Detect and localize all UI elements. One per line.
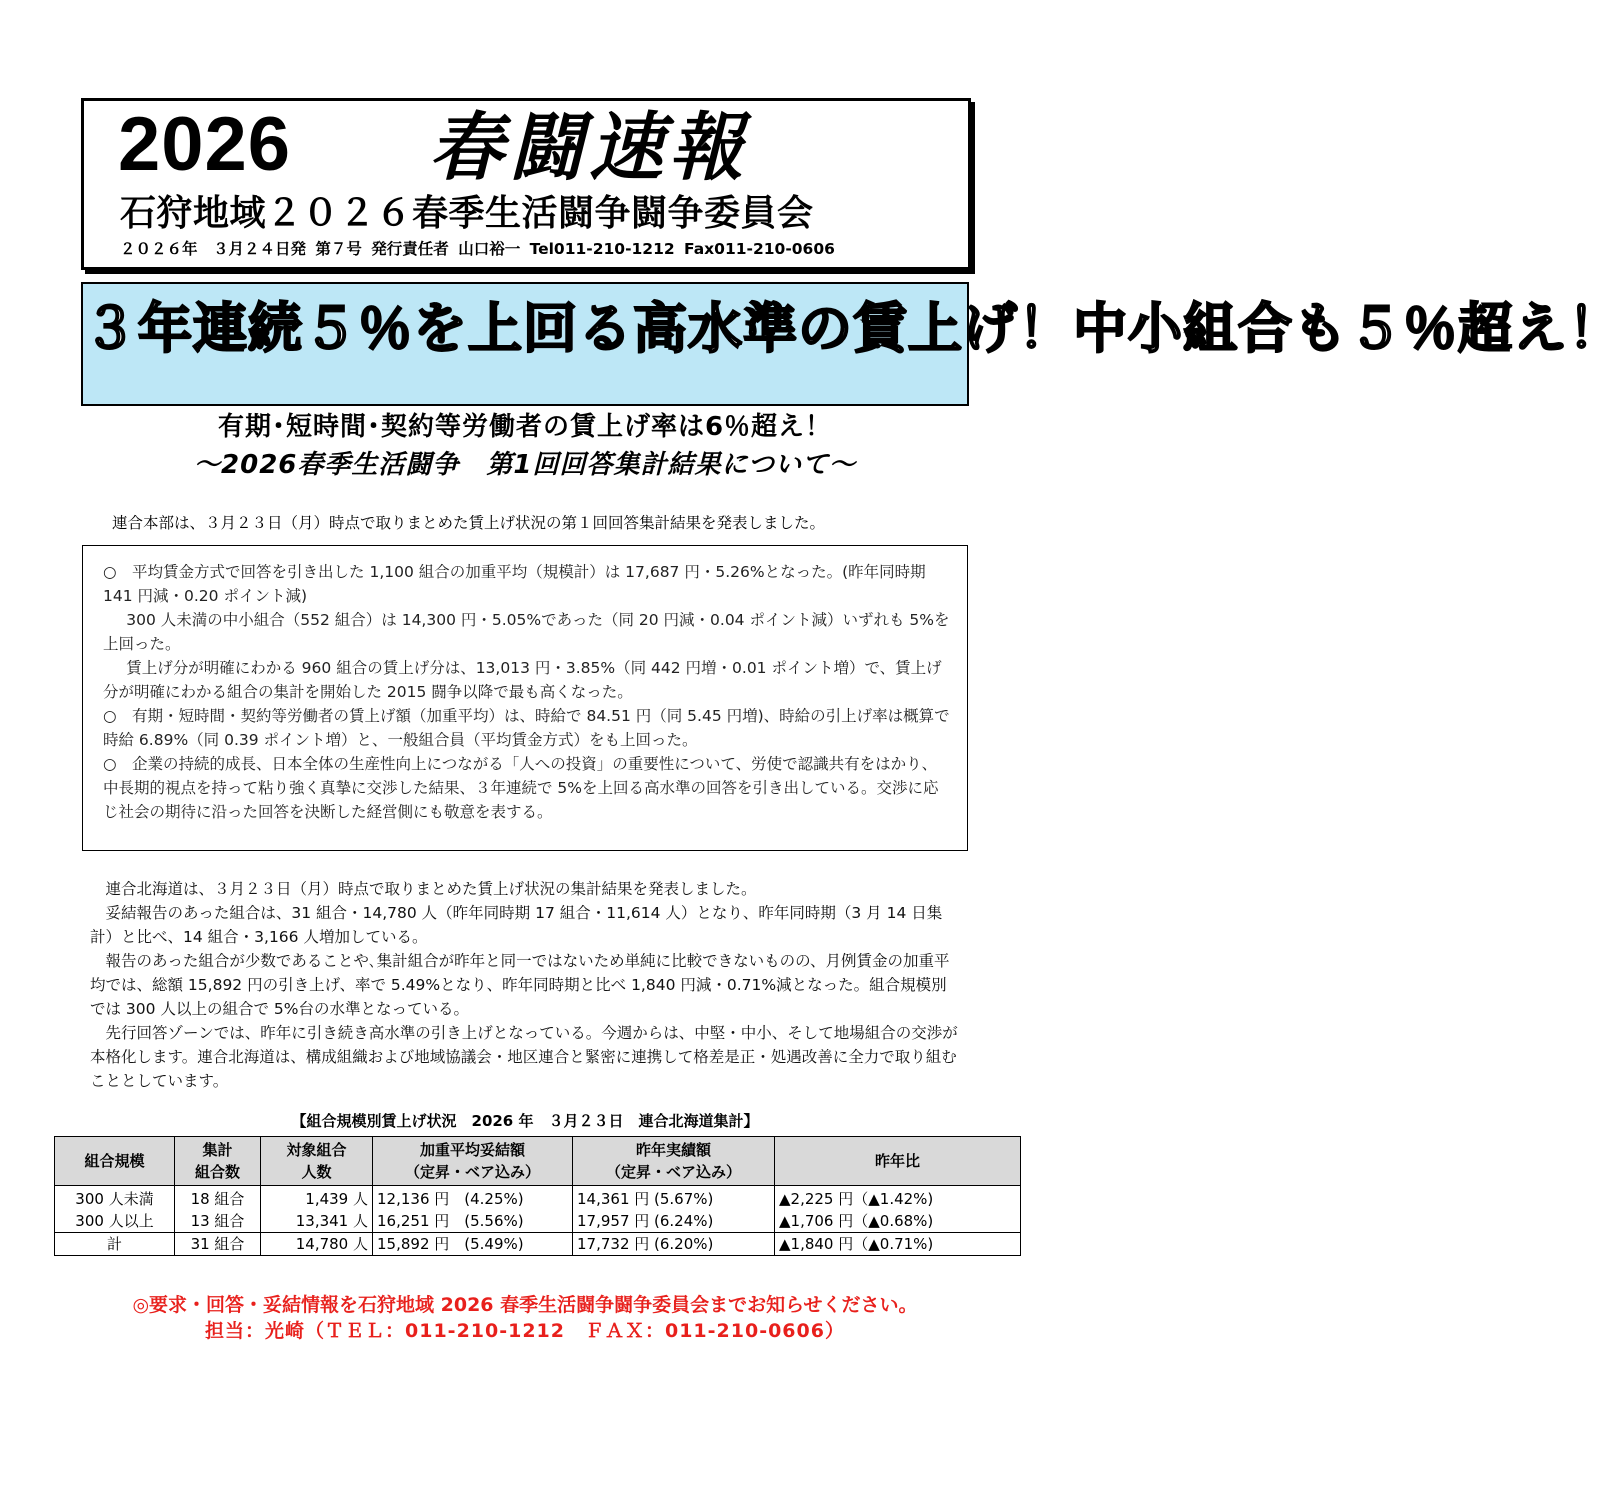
intro-paragraph: 連合本部は、３月２３日（月）時点で取りまとめた賃上げ状況の第１回回答集計結果を発表しました。 [112, 514, 826, 532]
table-row [55, 1186, 1021, 1211]
cell-unions: 13 組合 [175, 1210, 261, 1233]
header-union-count: 集計 組合数 [175, 1137, 261, 1186]
footer-request-notice: ◎要求・回答・妥結情報を石狩地域 2026 春季生活闘争闘争委員会までお知らせください。 [132, 1294, 918, 1316]
summary-item-investment: ○ 企業の持続的成長、日本全体の生産性向上につながる「人への投資」の重要性について、労使で認識共有をはかり、中長期的視点を持って粘り強く真摯に交渉した結果、３年連続で 5%を上回る高水準の回答を引き出している。交渉に応じ社会の期待に沿った回答を決断した経営側にも敬意を表する。 [103, 755, 939, 821]
header-year-on-year: 昨年比 [775, 1137, 1021, 1186]
cell-diff: ▲1,706 円（▲0.68%) [775, 1210, 1021, 1233]
cell-unions: 18 組合 [175, 1186, 261, 1211]
body-paragraph: 妥結報告のあった組合は、31 組合・14,780 人（昨年同時期 17 組合・11,614 人）となり、昨年同時期（3 月 14 日集計）と比べ、14 組合・3,166 人増加している。 [90, 904, 943, 946]
body-paragraph: 連合北海道は、３月２３日（月）時点で取りまとめた賃上げ状況の集計結果を発表しました。 [105, 880, 757, 898]
headline-text: ３年連続５％を上回る高水準の賃上げ！中小組合も５％超え！ [83, 297, 1623, 360]
cell-amount: 16,251 円 (5.56%) [373, 1210, 573, 1233]
table-caption: 【組合規模別賃上げ状況 2026 年 ３月２３日 連合北海道集計】 [291, 1112, 759, 1130]
summary-box [82, 545, 968, 851]
masthead-organization: 石狩地域２０２６春季生活闘争闘争委員会 [120, 193, 814, 234]
cell-last-year: 17,957 円 (6.24%) [573, 1210, 775, 1233]
cell-size: 300 人未満 [55, 1186, 175, 1211]
cell-members: 14,780 人 [261, 1233, 373, 1256]
cell-size: 計 [55, 1233, 175, 1256]
header-member-count: 対象組合 人数 [261, 1137, 373, 1186]
summary-item-average: ○ 平均賃金方式で回答を引き出した 1,100 組合の加重平均（規模計）は 17,687 円・5.26%となった。(昨年同時期 141 円減・0.20 ポイント減) [103, 563, 926, 605]
summary-item-parttime: ○ 有期・短時間・契約等労働者の賃上げ額（加重平均）は、時給で 84.51 円（同 5.45 円増)、時給の引上げ率は概算で時給 6.89%（同 0.39 ポイント増）と、一般組合員（平均賃金方式）をも上回った。 [103, 707, 950, 749]
subtitle-line-1: 有期･短時間･契約等労働者の賃上げ率は6％超え！ [217, 412, 833, 442]
cell-diff: ▲2,225 円（▲1.42%) [775, 1186, 1021, 1211]
body-paragraph: 報告のあった組合が少数であることや､集計組合が昨年と同一ではないため単純に比較できないものの、月例賃金の加重平均では、総額 15,892 円の引き上げ、率で 5.49%となり、昨年同時期と比べ 1,840 円減・0.71%減となった。組合規模別では 300 人以上の組合で 5%台の水準となっている。 [90, 952, 950, 1018]
subtitle-line-2: ～2026春季生活闘争 第1回回答集計結果について～ [194, 450, 856, 480]
header-union-size: 組合規模 [55, 1137, 175, 1186]
footer-contact: 担当：光崎（ＴＥＬ：011-210-1212 ＦＡＸ：011-210-0606） [205, 1320, 845, 1342]
masthead-title: 春闘速報 [429, 105, 749, 191]
wage-stats-table [54, 1136, 1021, 1256]
headline-banner [81, 282, 1623, 406]
cell-diff: ▲1,840 円（▲0.71%) [775, 1233, 1021, 1256]
body-text [90, 877, 960, 1093]
masthead-publication-info: ２０２６年 ３月２４日発 第７号 発行責任者 山口裕一 Tel011-210-1212 Fax011-210-0606 [120, 240, 835, 258]
header-weighted-average: 加重平均妥結額 （定昇・ベア込み） [373, 1137, 573, 1186]
cell-members: 1,439 人 [261, 1186, 373, 1211]
cell-last-year: 14,361 円 (5.67%) [573, 1186, 775, 1211]
cell-members: 13,341 人 [261, 1210, 373, 1233]
table-row [55, 1210, 1021, 1233]
table-total-row [55, 1233, 1021, 1256]
cell-last-year: 17,732 円 (6.20%) [573, 1233, 775, 1256]
cell-amount: 15,892 円 (5.49%) [373, 1233, 573, 1256]
summary-item-small-unions: 300 人未満の中小組合（552 組合）は 14,300 円・5.05%であった（同 20 円減・0.04 ポイント減）いずれも 5%を上回った。 [103, 611, 950, 653]
cell-amount: 12,136 円 (4.25%) [373, 1186, 573, 1211]
cell-size: 300 人以上 [55, 1210, 175, 1233]
summary-item-raise-portion: 賃上げ分が明確にわかる 960 組合の賃上げ分は、13,013 円・3.85%（同 442 円増・0.01 ポイント増）で、賃上げ分が明確にわかる組合の集計を開始した 2015 闘争以降で最も高くなった。 [103, 659, 942, 701]
body-paragraph: 先行回答ゾーンでは、昨年に引き続き高水準の引き上げとなっている。今週からは、中堅・中小、そして地場組合の交渉が本格化します。連合北海道は、構成組織および地域協議会・地区連合と緊密に連携して格差是正・処遇改善に全力で取り組むこととしています。 [90, 1024, 958, 1090]
header-last-year: 昨年実績額 （定昇・ベア込み） [573, 1137, 775, 1186]
cell-unions: 31 組合 [175, 1233, 261, 1256]
masthead-year: 2026 [118, 102, 292, 187]
masthead [81, 98, 971, 270]
